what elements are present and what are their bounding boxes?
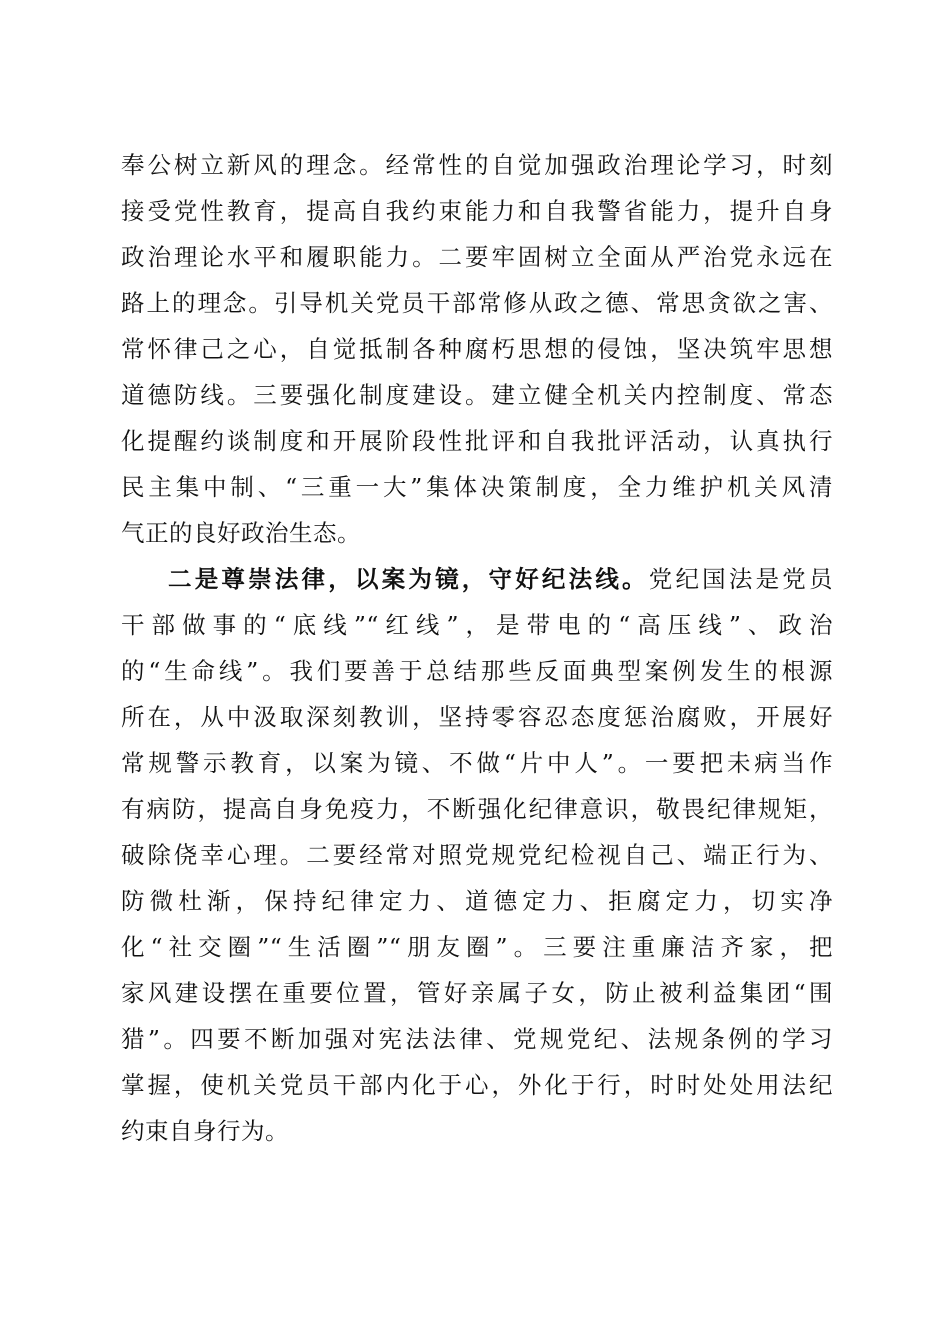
paragraph-2-line: 猎”。四要不断加强对宪法法律、党规党纪、法规条例的学习 [121, 1025, 833, 1053]
paragraph-2 [121, 556, 833, 1154]
paragraph-2-line: 干部做事的“底线”“红线”，是带电的“高压线”、政治 [121, 611, 833, 639]
paragraph-1-line: 化提醒约谈制度和开展阶段性批评和自我批评活动，认真执行 [121, 427, 833, 455]
paragraph-2-line: 掌握，使机关党员干部内化于心，外化于行，时时处处用法纪 [121, 1071, 833, 1099]
paragraph-2-line: 的“生命线”。我们要善于总结那些反面典型案例发生的根源 [121, 657, 833, 685]
document-body [121, 142, 833, 1154]
paragraph-2-first-line-text: 党纪国法是党员 [648, 565, 833, 593]
paragraph-2-first-line [121, 556, 833, 602]
paragraph-1-line: 路上的理念。引导机关党员干部常修从政之德、常思贪欲之害、 [121, 289, 833, 317]
paragraph-2-line: 破除侥幸心理。二要经常对照党规党纪检视自己、端正行为、 [121, 841, 833, 869]
paragraph-1 [121, 142, 833, 556]
paragraph-2-line: 常规警示教育，以案为镜、不做“片中人”。一要把未病当作 [121, 749, 833, 777]
paragraph-2-line: 约束自身行为。 [121, 1117, 289, 1145]
paragraph-2-line: 所在，从中汲取深刻教训，坚持零容忍态度惩治腐败，开展好 [121, 703, 833, 731]
paragraph-1-line: 奉公树立新风的理念。经常性的自觉加强政治理论学习，时刻 [121, 151, 833, 179]
paragraph-2-line: 家风建设摆在重要位置，管好亲属子女，防止被利益集团“围 [121, 979, 833, 1007]
paragraph-2-line: 有病防，提高自身免疫力，不断强化纪律意识，敬畏纪律规矩， [121, 795, 833, 823]
paragraph-1-line: 政治理论水平和履职能力。二要牢固树立全面从严治党永远在 [121, 243, 833, 271]
paragraph-1-line: 常怀律己之心，自觉抵制各种腐朽思想的侵蚀，坚决筑牢思想 [121, 335, 833, 363]
paragraph-1-line: 道德防线。三要强化制度建设。建立健全机关内控制度、常态 [121, 381, 833, 409]
paragraph-1-line: 气正的良好政治生态。 [121, 519, 361, 547]
paragraph-1-line: 民主集中制、“三重一大”集体决策制度，全力维护机关风清 [121, 473, 833, 501]
paragraph-2-line: 化“社交圈”“生活圈”“朋友圈”。三要注重廉洁齐家，把 [121, 933, 833, 961]
paragraph-2-heading: 二是尊崇法律，以案为镜，守好纪法线。 [168, 565, 649, 593]
paragraph-2-line: 防微杜渐，保持纪律定力、道德定力、拒腐定力，切实净 [121, 887, 833, 915]
paragraph-1-line: 接受党性教育，提高自我约束能力和自我警省能力，提升自身 [121, 197, 833, 225]
